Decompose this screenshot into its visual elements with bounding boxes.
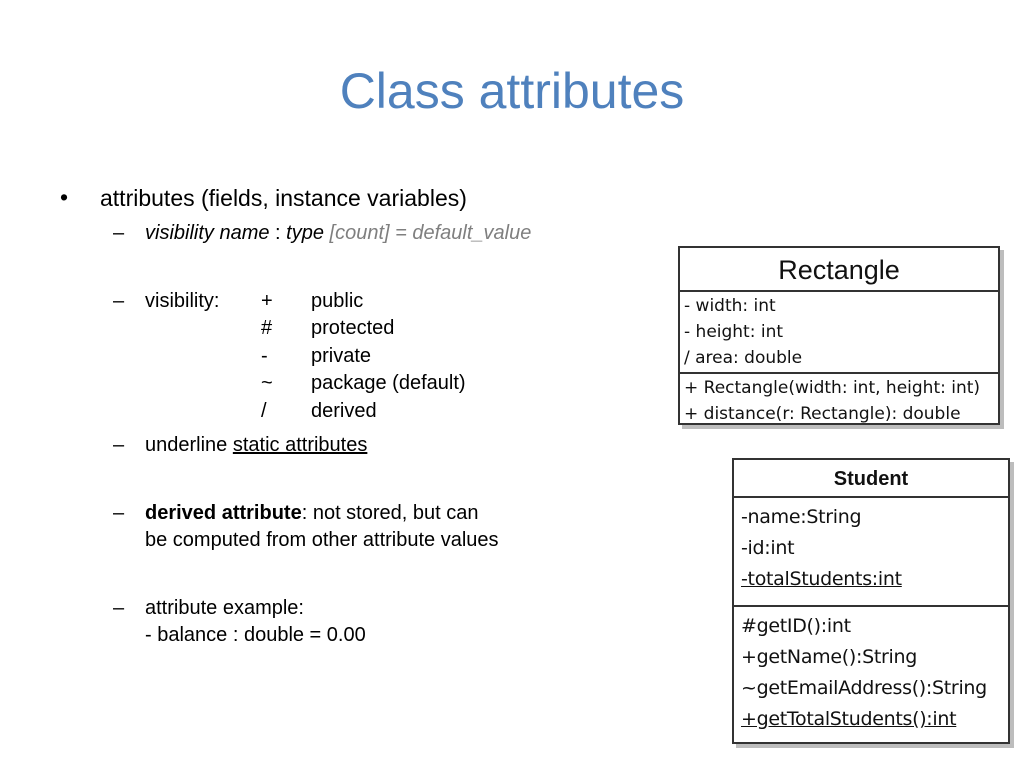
- derived-rest: : not stored, but can: [301, 502, 479, 524]
- syntax-colon: :: [269, 222, 287, 244]
- dash: –: [113, 502, 125, 524]
- visibility-label: visibility:: [145, 290, 220, 312]
- rectangle-attributes: [680, 292, 998, 374]
- visibility-symbol: -: [261, 345, 268, 367]
- student-attribute: -name:String: [741, 506, 862, 528]
- visibility-symbol: ~: [261, 372, 273, 394]
- visibility-symbol: #: [261, 317, 273, 339]
- syntax-default: = default_value: [389, 222, 532, 244]
- syntax-type: type: [286, 222, 324, 244]
- dash: –: [113, 434, 125, 456]
- rectangle-operation: + Rectangle(width: int, height: int): [684, 378, 981, 398]
- visibility-symbol: +: [261, 290, 273, 312]
- syntax-visibility-name: visibility name: [145, 222, 270, 244]
- main-bullet-text: attributes (fields, instance variables): [100, 185, 467, 211]
- rectangle-attribute: - width: int: [684, 296, 776, 316]
- example-text: [145, 595, 366, 649]
- student-attributes: [734, 498, 1008, 607]
- derived-line2: be computed from other attribute values: [145, 529, 499, 551]
- visibility-meaning: package (default): [311, 372, 466, 394]
- visibility-meaning: protected: [311, 317, 395, 339]
- static-prefix: underline: [145, 434, 233, 456]
- rectangle-operations: [680, 374, 998, 428]
- static-underlined: static attributes: [232, 434, 368, 456]
- derived-text: [145, 500, 499, 554]
- derived-bold: derived attribute: [145, 502, 302, 524]
- visibility-symbol: /: [261, 400, 267, 422]
- rectangle-attribute: / area: double: [684, 348, 803, 368]
- syntax-text: [145, 220, 531, 247]
- visibility-meaning: public: [311, 290, 364, 312]
- student-operation: #getID():int: [741, 615, 851, 637]
- rectangle-operation: + distance(r: Rectangle): double: [684, 404, 961, 424]
- visibility-meaning: derived: [311, 400, 377, 422]
- student-operation: +getName():String: [741, 646, 918, 668]
- dash: –: [113, 290, 125, 312]
- dash: –: [113, 222, 125, 244]
- static-text: [145, 432, 367, 459]
- student-class-name: Student: [734, 460, 1008, 498]
- student-static-attribute: -totalStudents:int: [741, 568, 902, 590]
- rectangle-class-name: Rectangle: [680, 248, 998, 292]
- bullet-symbol: •: [60, 184, 69, 210]
- rectangle-class-diagram: [678, 246, 1000, 425]
- slide-title: Class attributes: [339, 63, 685, 119]
- dash: –: [113, 597, 125, 619]
- student-operation: ~getEmailAddress():String: [741, 677, 987, 699]
- example-line1: attribute example:: [145, 597, 304, 619]
- visibility-meaning: private: [311, 345, 372, 367]
- rectangle-attribute: - height: int: [684, 322, 784, 342]
- student-attribute: -id:int: [741, 537, 795, 559]
- visibility-item: [113, 288, 533, 428]
- example-line2: - balance : double = 0.00: [145, 624, 366, 646]
- syntax-count: [count]: [323, 222, 390, 244]
- student-operations: [734, 607, 1008, 739]
- student-static-operation: +getTotalStudents():int: [741, 708, 957, 730]
- student-class-diagram: [732, 458, 1010, 744]
